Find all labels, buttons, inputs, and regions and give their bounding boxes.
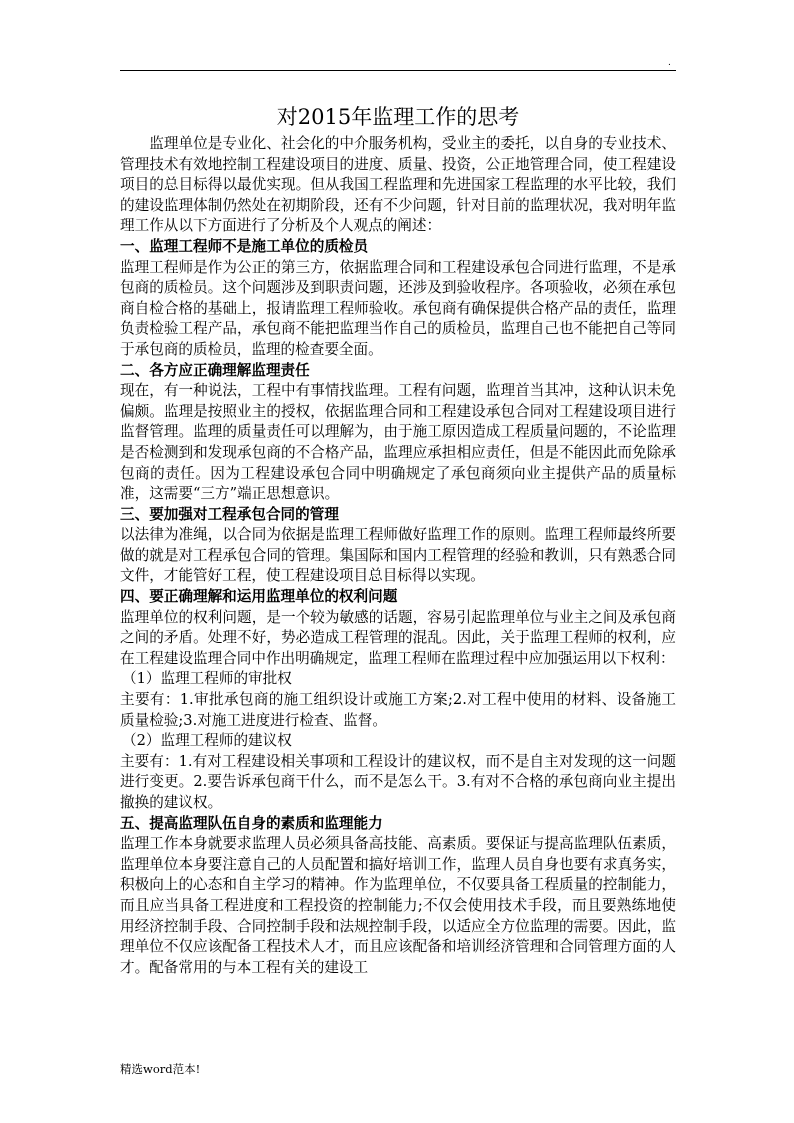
page-footer: 精选word范本!: [120, 1062, 201, 1076]
header-mark: .: [668, 58, 671, 68]
section-5-body: 监理工作本身就要求监理人员必须具备高技能、高素质。要保证与提高监理队伍素质，监理单位本身要注意自己的人员配置和搞好培训工作，监理人员自身也要有求真务实，积极向上的心态和自主学习的精神。作为监理单位，不仅要具备工程质量的控制能力，而且应当具备工程进度和工程投资的控制能力;不仅会使用技术手段，而且要熟练地使用经济控制手段、合同控制手段和法规控制手段，以适应全方位监理的需要。因此，监理单位不仅应该配备工程技术人才，而且应该配备和培训经济管理和合同管理方面的人才。配备常用的与本工程有关的建设工: [120, 835, 676, 976]
header-rule: [120, 70, 676, 71]
section-1-body: 监理工程师是作为公正的第三方，依据监理合同和工程建设承包合同进行监理，不是承包商的质检员。这个问题涉及到职责问题，还涉及到验收程序。各项验收，必须在承包商自检合格的基础上，报请监理工程师验收。承包商有确保提供合格产品的责任，监理负责检验工程产品，承包商不能把监理当作自己的质检员，监理自己也不能把自己等同于承包商的质检员，监理的检查要全面。: [120, 258, 676, 358]
section-3-body: 以法律为准绳，以合同为依据是监理工程师做好监理工作的原则。监理工程师最终所要做的就是对工程承包合同的管理。集国际和国内工程管理的经验和教训，只有熟悉合同文件，才能管好工程，使工程建设项目总目标得以实现。: [120, 526, 676, 585]
document-title: 对2015年监理工作的思考: [276, 105, 520, 129]
section-4-body: 监理单位的权利问题，是一个较为敏感的话题，容易引起监理单位与业主之间及承包商之间的矛盾。处理不好，势必造成工程管理的混乱。因此，关于监理工程师的权利，应在工程建设监理合同中作出明确规定，监理工程师在监理过程中应加强运用以下权利：: [120, 608, 676, 667]
document-body: [120, 104, 676, 978]
section-1-heading: 一、监理工程师不是施工单位的质检员: [120, 237, 369, 255]
section-4-item-2-label: （2）监理工程师的建议权: [122, 732, 292, 750]
section-2-heading: 二、各方应正确理解监理责任: [120, 361, 310, 379]
section-4-heading: 四、要正确理解和运用监理单位的权利问题: [120, 588, 398, 606]
section-4-item-1-body: 主要有：1.审批承包商的施工组织设计或施工方案;2.对工程中使用的材料、设备施工质量检验;3.对施工进度进行检查、监督。: [120, 691, 676, 729]
section-5-heading: 五、提高监理队伍自身的素质和监理能力: [120, 814, 383, 832]
section-4-item-2-body: 主要有：1.有对工程建设相关事项和工程设计的建议权，而不是自主对发现的这一问题进行变更。2.要告诉承包商干什么，而不是怎么干。3.有对不合格的承包商向业主提出撤换的建议权。: [120, 752, 676, 811]
intro-paragraph: 监理单位是专业化、社会化的中介服务机构，受业主的委托，以自身的专业技术、管理技术有效地控制工程建设项目的进度、质量、投资，公正地管理合同，使工程建设项目的总目标得以最优实现。但从我国工程监理和先进国家工程监理的水平比较，我们的建设监理体制仍然处在初期阶段，还有不少问题，针对目前的监理状况，我对明年监理工作从以下方面进行了分析及个人观点的阐述：: [120, 135, 676, 235]
section-3-heading: 三、要加强对工程承包合同的管理: [120, 505, 339, 523]
section-2-body: 现在，有一种说法，工程中有事情找监理。工程有问题，监理首当其冲，这种认识未免偏颇。监理是按照业主的授权，依据监理合同和工程建设承包合同对工程建设项目进行监督管理。监理的质量责任可以理解为，由于施工原因造成工程质量问题的，不论监理是否检测到和发现承包商的不合格产品，监理应承担相应责任，但是不能因此而免除承包商的责任。因为工程建设承包合同中明确规定了承包商须向业主提供产品的质量标准，这需要“三方”端正思想意识。: [120, 382, 676, 503]
section-4-item-1-label: （1）监理工程师的审批权: [122, 670, 292, 688]
